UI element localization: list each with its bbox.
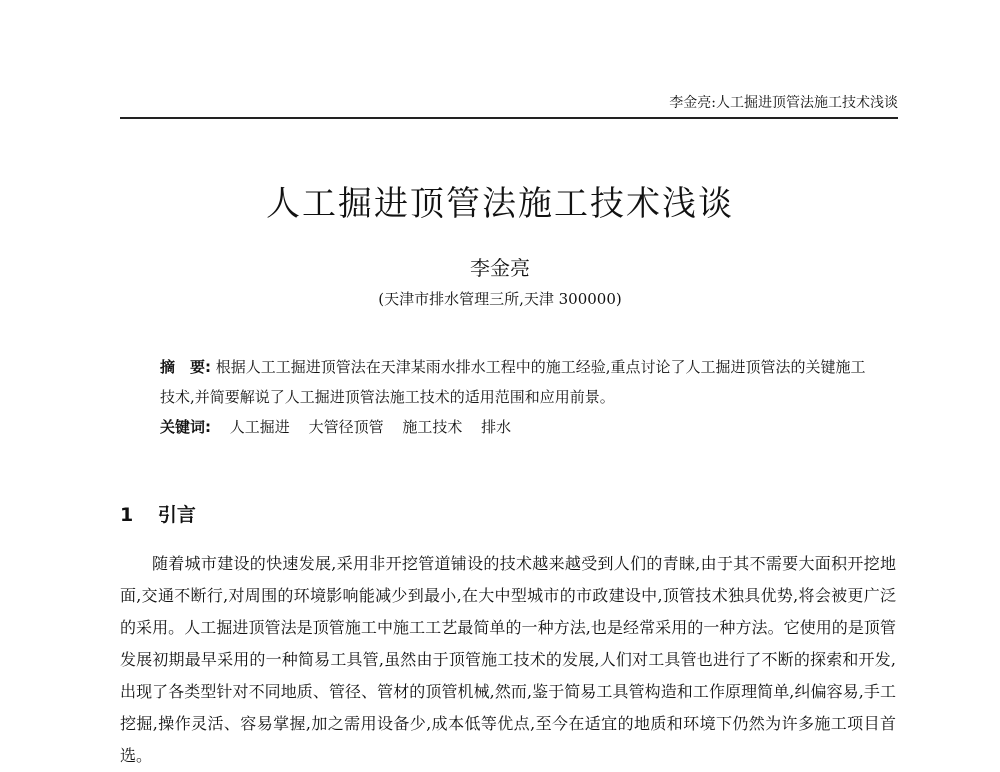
- keyword-item: 人工掘进: [229, 418, 290, 436]
- section-heading: [120, 500, 196, 527]
- affiliation: (天津市排水管理三所,天津 300000): [378, 290, 622, 308]
- keywords-label: 关键词:: [160, 418, 211, 436]
- section-number: 1: [120, 504, 134, 526]
- abstract-label: 摘 要:: [160, 358, 211, 376]
- keyword-item: 大管径顶管: [308, 418, 384, 436]
- section-title: 引言: [157, 504, 196, 526]
- keywords: [160, 416, 511, 437]
- abstract-text: 根据人工工掘进顶管法在天津某雨水排水工程中的施工经验,重点讨论了人工掘进顶管法的关键施工技术,并简要解说了人工掘进顶管法施工技术的适用范围和应用前景。: [160, 358, 866, 406]
- author: 李金亮: [470, 256, 530, 280]
- abstract: [160, 352, 880, 412]
- header-rule: [120, 117, 898, 119]
- body-paragraph: 随着城市建设的快速发展,采用非开挖管道铺设的技术越来越受到人们的青睐,由于其不需要大面积开挖地面,交通不断行,对周围的环境影响能减少到最小,在大中型城市的市政建设中,顶管技术独具优势,将会被更广泛的采用。人工掘进顶管法是顶管施工中施工工艺最简单的一种方法,也是经常采用的一种方法。它使用的是顶管发展初期最早采用的一种简易工具管,虽然由于顶管施工技术的发展,人们对工具管也进行了不断的探索和开发,出现了各类型针对不同地质、管径、管材的顶管机械,然而,鉴于简易工具管构造和工作原理简单,纠偏容易,手工挖掘,操作灵活、容易掌握,加之需用设备少,成本低等优点,至今在适宜的地质和环境下仍然为许多施工项目首选。: [120, 554, 896, 765]
- running-header: 李金亮:人工掘进顶管法施工技术浅谈: [669, 95, 898, 111]
- paper-title: 人工掘进顶管法施工技术浅谈: [266, 184, 734, 224]
- keyword-item: 排水: [481, 418, 512, 436]
- keyword-item: 施工技术: [402, 418, 463, 436]
